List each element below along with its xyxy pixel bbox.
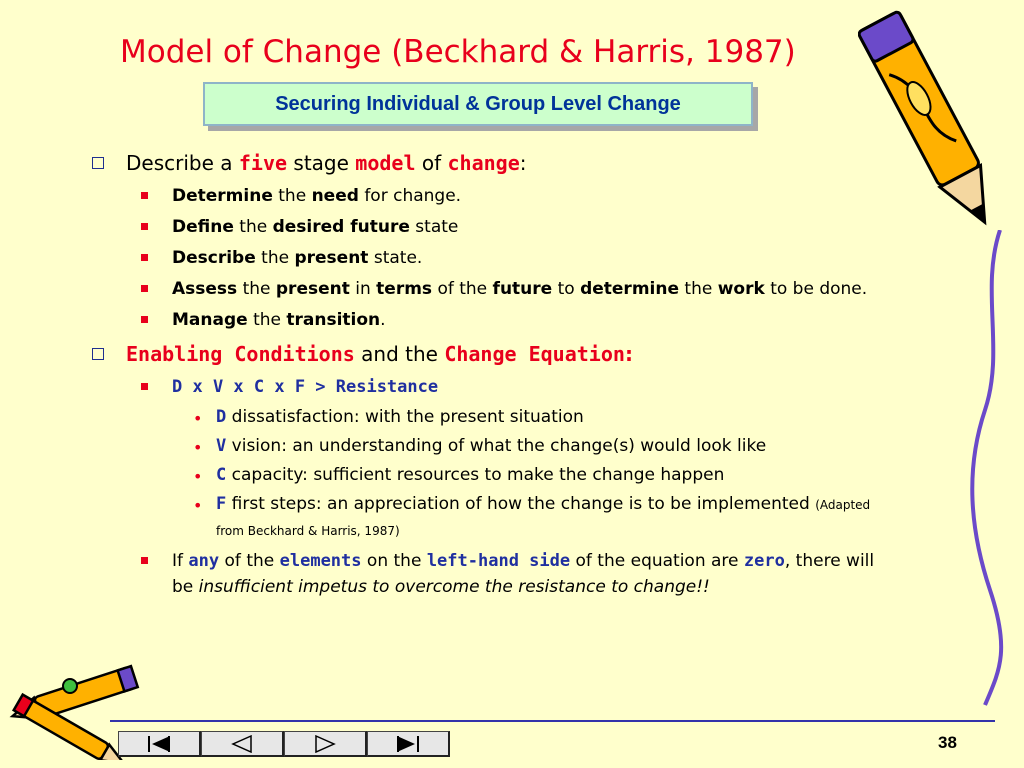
text-any: any: [188, 551, 220, 571]
factor-letter: V: [216, 436, 227, 456]
factor-text: first steps: an appreciation of how the change is to be implemented: [226, 494, 816, 514]
text-model: model: [355, 151, 416, 175]
change-equation: D x V x C x F > Resistance: [172, 377, 439, 397]
text: in: [349, 279, 377, 299]
next-slide-button[interactable]: [284, 731, 367, 757]
slide-title: Model of Change (Beckhard & Harris, 1987): [120, 34, 796, 70]
text: the: [679, 279, 718, 299]
text: work: [717, 279, 765, 299]
last-slide-button[interactable]: [367, 731, 450, 757]
slide-navigation: [118, 731, 450, 757]
square-bullet-icon: [141, 192, 148, 199]
factor-text: dissatisfaction: with the present situation: [226, 407, 584, 427]
page-number: 38: [938, 733, 957, 752]
text: determine: [580, 279, 679, 299]
text: to: [552, 279, 581, 299]
factor-d: [92, 405, 882, 430]
text: on the: [361, 551, 427, 571]
sub-bullet-manage: [92, 307, 882, 333]
text: Describe: [172, 248, 256, 268]
first-slide-button[interactable]: [118, 731, 201, 757]
text-change: change: [447, 151, 520, 175]
subtitle-text: Securing Individual & Group Level Change: [275, 92, 681, 115]
checkbox-bullet-icon: [92, 348, 104, 360]
sub-bullet-define: [92, 214, 882, 240]
text: the: [272, 186, 312, 206]
text: of: [415, 151, 448, 175]
factor-text: capacity: sufficient resources to make the change happen: [226, 465, 725, 485]
skip-back-icon: [144, 735, 174, 753]
text: state.: [368, 248, 423, 268]
square-bullet-icon: [141, 316, 148, 323]
text: stage: [287, 151, 356, 175]
dot-bullet-icon: •: [193, 467, 203, 486]
footer-divider: [110, 720, 995, 722]
sub-bullet-equation: [92, 374, 882, 400]
text: present: [275, 279, 350, 299]
factor-v: [92, 434, 882, 459]
previous-slide-button[interactable]: [201, 731, 284, 757]
square-bullet-icon: [141, 223, 148, 230]
square-bullet-icon: [141, 557, 148, 564]
sub-bullet-describe: [92, 245, 882, 271]
text: the: [247, 310, 287, 330]
text: state: [409, 217, 459, 237]
dot-bullet-icon: •: [193, 409, 203, 428]
text: transition: [286, 310, 381, 330]
text: Describe a: [126, 151, 239, 175]
skip-forward-icon: [393, 735, 423, 753]
text: of the: [432, 279, 493, 299]
text: the: [237, 279, 276, 299]
text-enabling-conditions: Enabling Conditions: [126, 342, 355, 366]
dot-bullet-icon: •: [193, 496, 203, 515]
subtitle-box: [203, 82, 753, 126]
factor-text: vision: an understanding of what the change(s) would look like: [226, 436, 767, 456]
dot-bullet-icon: •: [193, 438, 203, 457]
text-insufficient-impetus: insufficient impetus to overcome the resistance to change!!: [198, 577, 710, 597]
text-left-hand-side: left-hand side: [426, 551, 571, 571]
text: for change.: [358, 186, 462, 206]
text: If: [172, 551, 189, 571]
text: :: [624, 342, 633, 366]
text: of the: [219, 551, 280, 571]
text: of the equation are: [570, 551, 744, 571]
text: , there will be: [172, 551, 875, 597]
bullet-five-stage-model: [92, 150, 882, 177]
checkbox-bullet-icon: [92, 157, 104, 169]
text: the: [255, 248, 295, 268]
text: future: [492, 279, 553, 299]
text: need: [311, 186, 359, 206]
text: Define: [172, 217, 234, 237]
text-zero: zero: [743, 551, 785, 571]
arrow-left-icon: [227, 735, 257, 753]
text: :: [519, 151, 527, 175]
text: Determine: [172, 186, 273, 206]
text: .: [380, 310, 386, 330]
factor-letter: F: [216, 494, 227, 514]
square-bullet-icon: [141, 285, 148, 292]
sub-bullet-conclusion: [92, 548, 882, 600]
factor-letter: D: [216, 407, 227, 427]
factor-c: [92, 463, 882, 488]
text: the: [233, 217, 273, 237]
text-change-equation: Change Equation: [444, 342, 625, 366]
slide-content: [92, 150, 882, 605]
factor-letter: C: [216, 465, 227, 485]
squiggle-line-decoration: [960, 230, 1010, 710]
arrow-right-icon: [310, 735, 340, 753]
text: terms: [376, 279, 433, 299]
text: desired future: [272, 217, 410, 237]
text: present: [294, 248, 369, 268]
text-elements: elements: [279, 551, 362, 571]
text: to be done.: [764, 279, 868, 299]
factor-f: [92, 492, 882, 544]
text: Assess: [172, 279, 238, 299]
text: Manage: [172, 310, 248, 330]
sub-bullet-assess: [92, 276, 882, 302]
bullet-enabling-conditions: [92, 341, 882, 368]
square-bullet-icon: [141, 383, 148, 390]
text: and the: [354, 342, 445, 366]
citation-note: (Adapted from Beckhard & Harris, 1987): [216, 498, 871, 538]
text-five: five: [238, 151, 288, 175]
sub-bullet-determine: [92, 183, 882, 209]
square-bullet-icon: [141, 254, 148, 261]
